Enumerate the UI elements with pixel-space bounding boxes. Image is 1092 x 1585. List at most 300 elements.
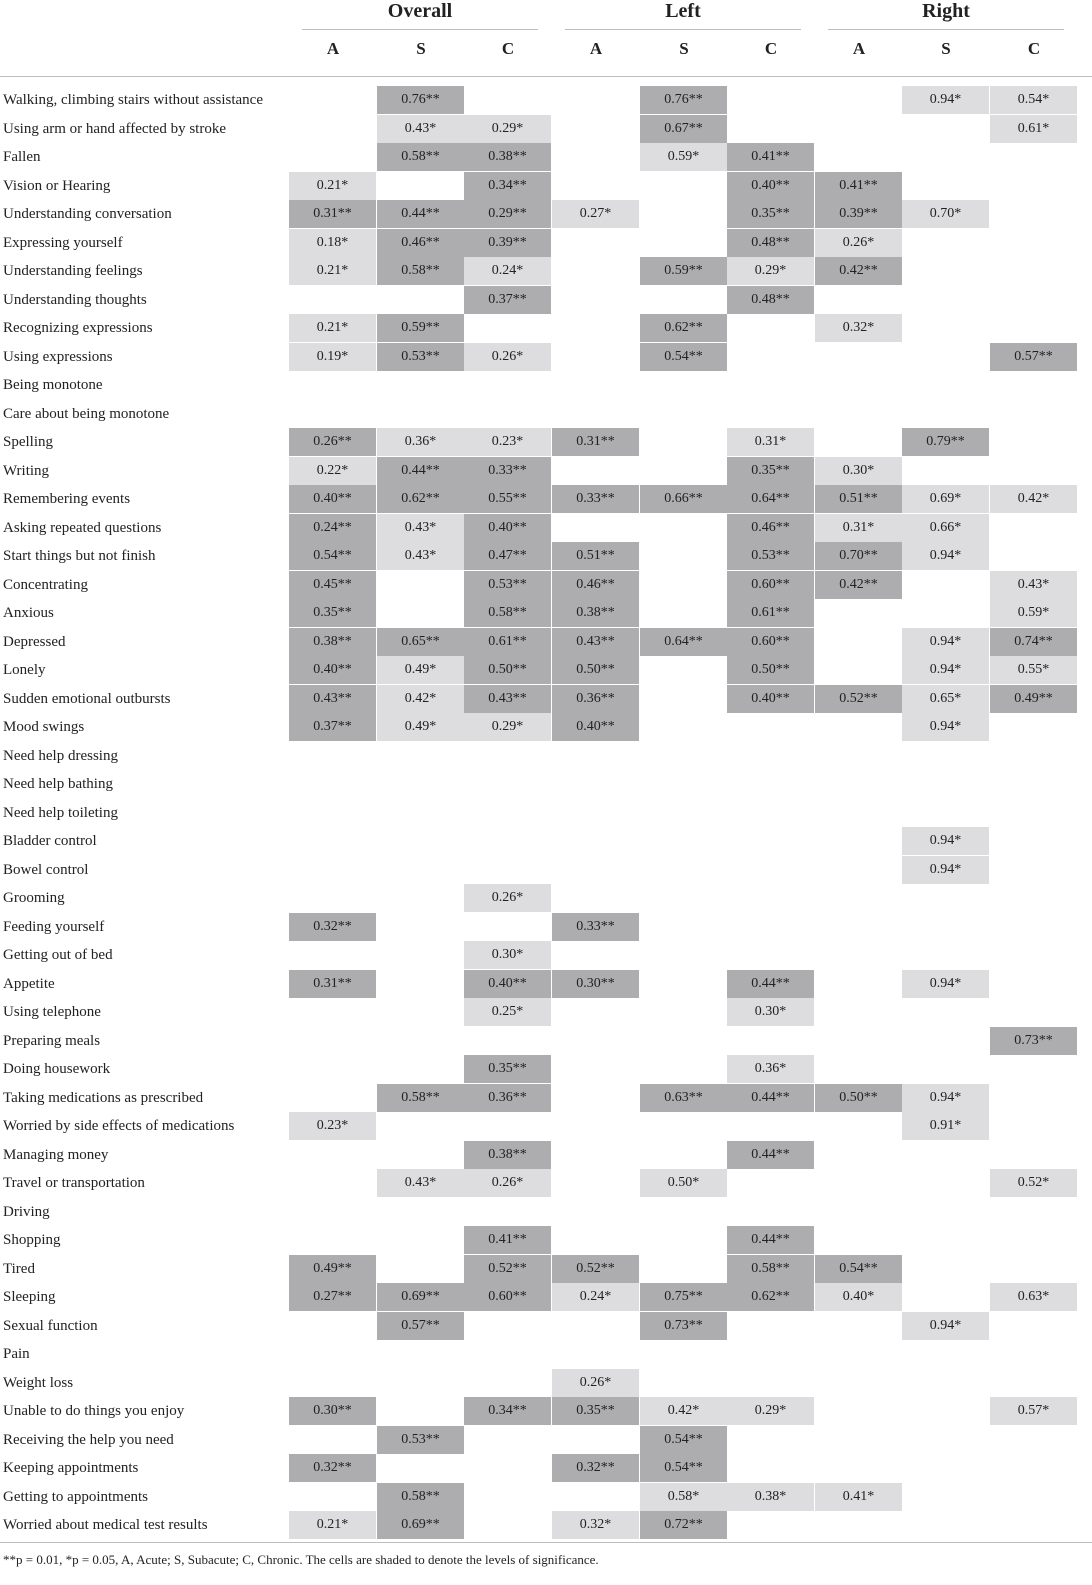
table-cell: 0.67** [640, 115, 727, 143]
table-row [0, 86, 1092, 115]
row-label: Remembering events [3, 491, 131, 507]
row-label: Using expressions [3, 348, 113, 365]
table-row [0, 941, 1092, 970]
row-label: Using arm or hand affected by stroke [3, 120, 226, 137]
table-row [0, 913, 1092, 942]
table-cell: 0.94* [902, 856, 989, 884]
table-cell: 0.64** [640, 628, 727, 656]
table-cell: 0.52** [464, 1255, 551, 1283]
table-cell: 0.62** [640, 314, 727, 342]
table-cell: 0.29* [464, 115, 551, 143]
table-cell: 0.54** [289, 542, 376, 570]
table-cell: 0.58* [640, 1483, 727, 1511]
table-row [0, 1312, 1092, 1341]
table-cell: 0.32** [289, 913, 376, 941]
table-cell: 0.94* [902, 542, 989, 570]
table-cell: 0.43** [289, 685, 376, 713]
table-footnote: **p = 0.01, *p = 0.05, A, Acute; S, Subacute; C, Chronic. The cells are shaded to denote the levels of significance. [3, 1552, 599, 1567]
table-cell: 0.34** [464, 172, 551, 200]
table-cell: 0.53** [464, 571, 551, 599]
table-cell: 0.40** [727, 685, 814, 713]
table-cell: 0.55** [464, 485, 551, 513]
table-row [0, 143, 1092, 172]
table-cell: 0.66* [902, 514, 989, 542]
row-label: Concentrating [3, 576, 88, 593]
table-row [0, 542, 1092, 571]
row-label: Taking medications as prescribed [3, 1089, 204, 1106]
table-cell: 0.36* [727, 1055, 814, 1083]
table-cell: 0.51** [815, 485, 902, 513]
table-cell: 0.30** [289, 1397, 376, 1425]
table-cell: 0.39** [464, 229, 551, 257]
table-cell: 0.37** [464, 286, 551, 314]
table-cell: 0.69** [377, 1283, 464, 1311]
table-cell: 0.58** [377, 1084, 464, 1112]
row-label: Depressed [3, 633, 66, 650]
table-cell: 0.50** [727, 656, 814, 684]
table-cell: 0.42* [377, 685, 464, 713]
table-cell: 0.94* [902, 970, 989, 998]
table-cell: 0.46** [377, 229, 464, 257]
table-cell: 0.58** [464, 599, 551, 627]
row-label: Anxious [3, 605, 54, 621]
table-cell: 0.76** [377, 86, 464, 114]
table-cell: 0.43** [552, 628, 639, 656]
table-cell: 0.94* [902, 713, 989, 741]
table-cell: 0.58** [377, 143, 464, 171]
group-header-left: Left [565, 0, 801, 30]
table-row [0, 200, 1092, 229]
table-cell: 0.26* [552, 1369, 639, 1397]
table-cell: 0.65** [377, 628, 464, 656]
table-row [0, 257, 1092, 286]
table-row [0, 998, 1092, 1027]
table-row [0, 1198, 1092, 1227]
row-label: Care about being monotone [3, 405, 170, 422]
table-cell: 0.49* [377, 656, 464, 684]
table-cell: 0.54** [640, 1426, 727, 1454]
table-cell: 0.32* [815, 314, 902, 342]
table-cell: 0.76** [640, 86, 727, 114]
table-cell: 0.33** [552, 485, 639, 513]
table-cell: 0.38** [464, 1141, 551, 1169]
table-cell: 0.26** [289, 428, 376, 456]
table-cell: 0.35** [727, 457, 814, 485]
table-cell: 0.18* [289, 229, 376, 257]
table-row [0, 1112, 1092, 1141]
table-cell: 0.23* [464, 428, 551, 456]
table-cell: 0.94* [902, 86, 989, 114]
table-cell: 0.32** [552, 1454, 639, 1482]
row-label: Understanding conversation [3, 206, 172, 222]
sub-header-right-s: S [941, 39, 951, 58]
table-row [0, 286, 1092, 315]
table-cell: 0.43* [990, 571, 1077, 599]
table-cell: 0.94* [902, 827, 989, 855]
table-row [0, 1255, 1092, 1284]
table-cell: 0.37** [289, 713, 376, 741]
table-row [0, 343, 1092, 372]
table-cell: 0.26* [464, 1169, 551, 1197]
row-label: Bladder control [3, 833, 97, 849]
table-cell: 0.21* [289, 1511, 376, 1539]
table-cell: 0.42* [990, 485, 1077, 513]
table-cell: 0.24** [289, 514, 376, 542]
table-cell: 0.24* [464, 257, 551, 285]
row-label: Start things but not finish [3, 548, 156, 564]
table-row [0, 314, 1092, 343]
row-label: Doing housework [3, 1061, 111, 1077]
table-row [0, 1369, 1092, 1398]
table-cell: 0.42** [815, 257, 902, 285]
table-row [0, 172, 1092, 201]
table-cell: 0.29* [727, 1397, 814, 1425]
table-cell: 0.25* [464, 998, 551, 1026]
row-label: Weight loss [3, 1374, 74, 1391]
table-cell: 0.34** [464, 1397, 551, 1425]
row-label: Shopping [3, 1232, 61, 1248]
table-cell: 0.38* [727, 1483, 814, 1511]
table-bottom-divider [0, 1542, 1092, 1543]
table-cell: 0.26* [815, 229, 902, 257]
table-cell: 0.49* [377, 713, 464, 741]
table-cell: 0.21* [289, 172, 376, 200]
table-cell: 0.44** [377, 457, 464, 485]
table-cell: 0.38** [464, 143, 551, 171]
table-cell: 0.38** [552, 599, 639, 627]
table-cell: 0.33** [552, 913, 639, 941]
table-cell: 0.94* [902, 656, 989, 684]
table-cell: 0.41** [815, 172, 902, 200]
row-label: Receiving the help you need [3, 1431, 174, 1448]
row-label: Sleeping [3, 1289, 56, 1305]
table-cell: 0.50** [464, 656, 551, 684]
table-row [0, 742, 1092, 771]
table-row [0, 856, 1092, 885]
table-row [0, 1340, 1092, 1369]
table-cell: 0.26* [464, 343, 551, 371]
table-cell: 0.53** [377, 1426, 464, 1454]
table-cell: 0.51** [552, 542, 639, 570]
table-cell: 0.59** [640, 257, 727, 285]
table-cell: 0.43* [377, 1169, 464, 1197]
table-cell: 0.36** [552, 685, 639, 713]
table-row [0, 1084, 1092, 1113]
table-cell: 0.64** [727, 485, 814, 513]
table-cell: 0.94* [902, 628, 989, 656]
table-cell: 0.62** [727, 1283, 814, 1311]
table-cell: 0.61* [990, 115, 1077, 143]
table-cell: 0.27* [552, 200, 639, 228]
table-cell: 0.58** [377, 1483, 464, 1511]
table-cell: 0.29* [464, 713, 551, 741]
table-cell: 0.91* [902, 1112, 989, 1140]
table-cell: 0.58** [377, 257, 464, 285]
row-label: Understanding thoughts [3, 291, 147, 308]
table-cell: 0.42* [640, 1397, 727, 1425]
row-label: Walking, climbing stairs without assistance [3, 92, 264, 108]
table-cell: 0.63* [990, 1283, 1077, 1311]
table-cell: 0.49** [990, 685, 1077, 713]
sub-header-left-s: S [679, 39, 689, 58]
table-cell: 0.43* [377, 542, 464, 570]
row-label: Managing money [3, 1146, 109, 1163]
row-label: Being monotone [3, 377, 103, 393]
table-cell: 0.32* [552, 1511, 639, 1539]
table-cell: 0.42** [815, 571, 902, 599]
table-cell: 0.69* [902, 485, 989, 513]
table-cell: 0.73** [640, 1312, 727, 1340]
table-cell: 0.27** [289, 1283, 376, 1311]
table-cell: 0.48** [727, 286, 814, 314]
table-cell: 0.36** [464, 1084, 551, 1112]
table-cell: 0.30* [727, 998, 814, 1026]
table-cell: 0.63** [640, 1084, 727, 1112]
row-label: Sudden emotional outbursts [3, 690, 171, 707]
row-label: Worried about medical test results [3, 1517, 208, 1533]
row-label: Getting out of bed [3, 947, 113, 963]
row-label: Expressing yourself [3, 234, 123, 251]
group-header-right: Right [828, 0, 1064, 30]
table-cell: 0.35** [727, 200, 814, 228]
table-cell: 0.54** [815, 1255, 902, 1283]
table-cell: 0.40** [727, 172, 814, 200]
row-label: Tired [3, 1260, 35, 1277]
table-cell: 0.66** [640, 485, 727, 513]
row-label: Recognizing expressions [3, 320, 153, 336]
table-cell: 0.38** [289, 628, 376, 656]
table-cell: 0.40** [552, 713, 639, 741]
table-cell: 0.40** [289, 656, 376, 684]
table-row [0, 229, 1092, 258]
table-cell: 0.52** [815, 685, 902, 713]
sub-header-overall-s: S [416, 39, 426, 58]
group-header-overall: Overall [302, 0, 538, 30]
table-cell: 0.45** [289, 571, 376, 599]
sub-header-right-a: A [852, 39, 866, 58]
table-cell: 0.61** [464, 628, 551, 656]
row-label: Appetite [3, 975, 55, 992]
table-cell: 0.50** [552, 656, 639, 684]
table-row [0, 656, 1092, 685]
table-row [0, 1141, 1092, 1170]
sub-header-row [0, 30, 1092, 70]
table-cell: 0.94* [902, 1084, 989, 1112]
table-row [0, 1226, 1092, 1255]
table-cell: 0.44** [727, 1226, 814, 1254]
table-cell: 0.40** [464, 514, 551, 542]
table-row [0, 571, 1092, 600]
table-cell: 0.75** [640, 1283, 727, 1311]
table-cell: 0.94* [902, 1312, 989, 1340]
table-cell: 0.43** [464, 685, 551, 713]
table-row [0, 1511, 1092, 1540]
table-cell: 0.44** [377, 200, 464, 228]
table-cell: 0.61** [727, 599, 814, 627]
row-label: Getting to appointments [3, 1488, 148, 1505]
table-cell: 0.41* [815, 1483, 902, 1511]
table-cell: 0.30* [464, 941, 551, 969]
row-label: Need help dressing [3, 747, 118, 764]
table-cell: 0.46** [727, 514, 814, 542]
row-label: Lonely [3, 662, 46, 678]
table-cell: 0.39** [815, 200, 902, 228]
table-cell: 0.53** [727, 542, 814, 570]
table-row [0, 827, 1092, 856]
row-label: Bowel control [3, 861, 89, 878]
table-cell: 0.29* [727, 257, 814, 285]
table-cell: 0.44** [727, 1084, 814, 1112]
table-row [0, 1483, 1092, 1512]
table-cell: 0.65* [902, 685, 989, 713]
row-label: Travel or transportation [3, 1175, 145, 1191]
table-cell: 0.49** [289, 1255, 376, 1283]
sub-header-left-c: C [764, 39, 778, 58]
table-row [0, 1027, 1092, 1056]
table-cell: 0.31** [552, 428, 639, 456]
table-cell: 0.60** [727, 628, 814, 656]
table-cell: 0.57** [377, 1312, 464, 1340]
table-cell: 0.26* [464, 884, 551, 912]
table-cell: 0.72** [640, 1511, 727, 1539]
table-cell: 0.55* [990, 656, 1077, 684]
table-row [0, 457, 1092, 486]
row-label: Understanding feelings [3, 263, 143, 279]
table-cell: 0.46** [552, 571, 639, 599]
table-cell: 0.43* [377, 115, 464, 143]
table-cell: 0.30* [815, 457, 902, 485]
table-row [0, 770, 1092, 799]
table-cell: 0.58** [727, 1255, 814, 1283]
table-row [0, 799, 1092, 828]
table-cell: 0.43* [377, 514, 464, 542]
table-cell: 0.21* [289, 257, 376, 285]
row-label: Preparing meals [3, 1032, 101, 1049]
table-cell: 0.47** [464, 542, 551, 570]
table-cell: 0.70** [815, 542, 902, 570]
table-cell: 0.73** [990, 1027, 1077, 1055]
table-row [0, 713, 1092, 742]
row-label: Pain [3, 1346, 30, 1362]
table-cell: 0.74** [990, 628, 1077, 656]
table-cell: 0.35** [464, 1055, 551, 1083]
table-cell: 0.53** [377, 343, 464, 371]
row-label: Fallen [3, 149, 41, 165]
table-cell: 0.69** [377, 1511, 464, 1539]
row-label: Sexual function [3, 1317, 98, 1334]
table-row [0, 371, 1092, 400]
table-cell: 0.41** [464, 1226, 551, 1254]
table-cell: 0.31** [289, 200, 376, 228]
table-row [0, 1169, 1092, 1198]
row-label: Vision or Hearing [3, 177, 111, 194]
table-cell: 0.52* [990, 1169, 1077, 1197]
table-cell: 0.60** [727, 571, 814, 599]
table-cell: 0.35** [289, 599, 376, 627]
table-cell: 0.36* [377, 428, 464, 456]
row-label: Keeping appointments [3, 1460, 139, 1476]
table-row [0, 428, 1092, 457]
table-row [0, 628, 1092, 657]
table-cell: 0.57* [990, 1397, 1077, 1425]
table-cell: 0.33** [464, 457, 551, 485]
row-label: Spelling [3, 434, 54, 450]
row-label: Mood swings [3, 719, 85, 735]
table-row [0, 485, 1092, 514]
table-row [0, 1426, 1092, 1455]
table-row [0, 599, 1092, 628]
row-label: Worried by side effects of medications [3, 1118, 235, 1134]
table-cell: 0.40** [289, 485, 376, 513]
table-row [0, 884, 1092, 913]
table-cell: 0.30** [552, 970, 639, 998]
table-row [0, 115, 1092, 144]
row-label: Unable to do things you enjoy [3, 1403, 185, 1419]
table-cell: 0.29** [464, 200, 551, 228]
table-row [0, 1454, 1092, 1483]
table-row [0, 1397, 1092, 1426]
row-label: Need help toileting [3, 804, 118, 821]
table-cell: 0.31* [815, 514, 902, 542]
row-label: Asking repeated questions [3, 519, 162, 536]
table-cell: 0.54** [640, 1454, 727, 1482]
table-cell: 0.31** [289, 970, 376, 998]
table-cell: 0.22* [289, 457, 376, 485]
table-cell: 0.52** [552, 1255, 639, 1283]
table-cell: 0.23* [289, 1112, 376, 1140]
sub-header-overall-a: A [326, 39, 340, 58]
table-cell: 0.62** [377, 485, 464, 513]
table-cell: 0.35** [552, 1397, 639, 1425]
table-cell: 0.44** [727, 970, 814, 998]
row-label: Writing [3, 462, 50, 479]
table-row [0, 400, 1092, 429]
sub-header-overall-c: C [501, 39, 515, 58]
table-row [0, 1055, 1092, 1084]
table-cell: 0.50* [640, 1169, 727, 1197]
table-cell: 0.24* [552, 1283, 639, 1311]
row-label: Need help bathing [3, 776, 113, 792]
table-cell: 0.40** [464, 970, 551, 998]
sub-header-right-c: C [1027, 39, 1041, 58]
table-cell: 0.44** [727, 1141, 814, 1169]
table-cell: 0.54* [990, 86, 1077, 114]
sub-header-left-a: A [589, 39, 603, 58]
table-cell: 0.48** [727, 229, 814, 257]
table-cell: 0.57** [990, 343, 1077, 371]
table-cell: 0.54** [640, 343, 727, 371]
row-label: Feeding yourself [3, 918, 105, 935]
table-cell: 0.50** [815, 1084, 902, 1112]
table-cell: 0.59* [990, 599, 1077, 627]
table-row [0, 514, 1092, 543]
table-cell: 0.31* [727, 428, 814, 456]
table-cell: 0.60** [464, 1283, 551, 1311]
row-label: Driving [3, 1203, 50, 1220]
row-label: Using telephone [3, 1004, 101, 1020]
header-divider [0, 76, 1092, 77]
table-cell: 0.19* [289, 343, 376, 371]
table-cell: 0.40* [815, 1283, 902, 1311]
group-header-row [0, 0, 1092, 32]
table-row [0, 1283, 1092, 1312]
table-row [0, 970, 1092, 999]
table-cell: 0.21* [289, 314, 376, 342]
table-cell: 0.70* [902, 200, 989, 228]
row-label: Grooming [3, 890, 65, 906]
table-cell: 0.79** [902, 428, 989, 456]
table-body [0, 86, 1092, 1540]
